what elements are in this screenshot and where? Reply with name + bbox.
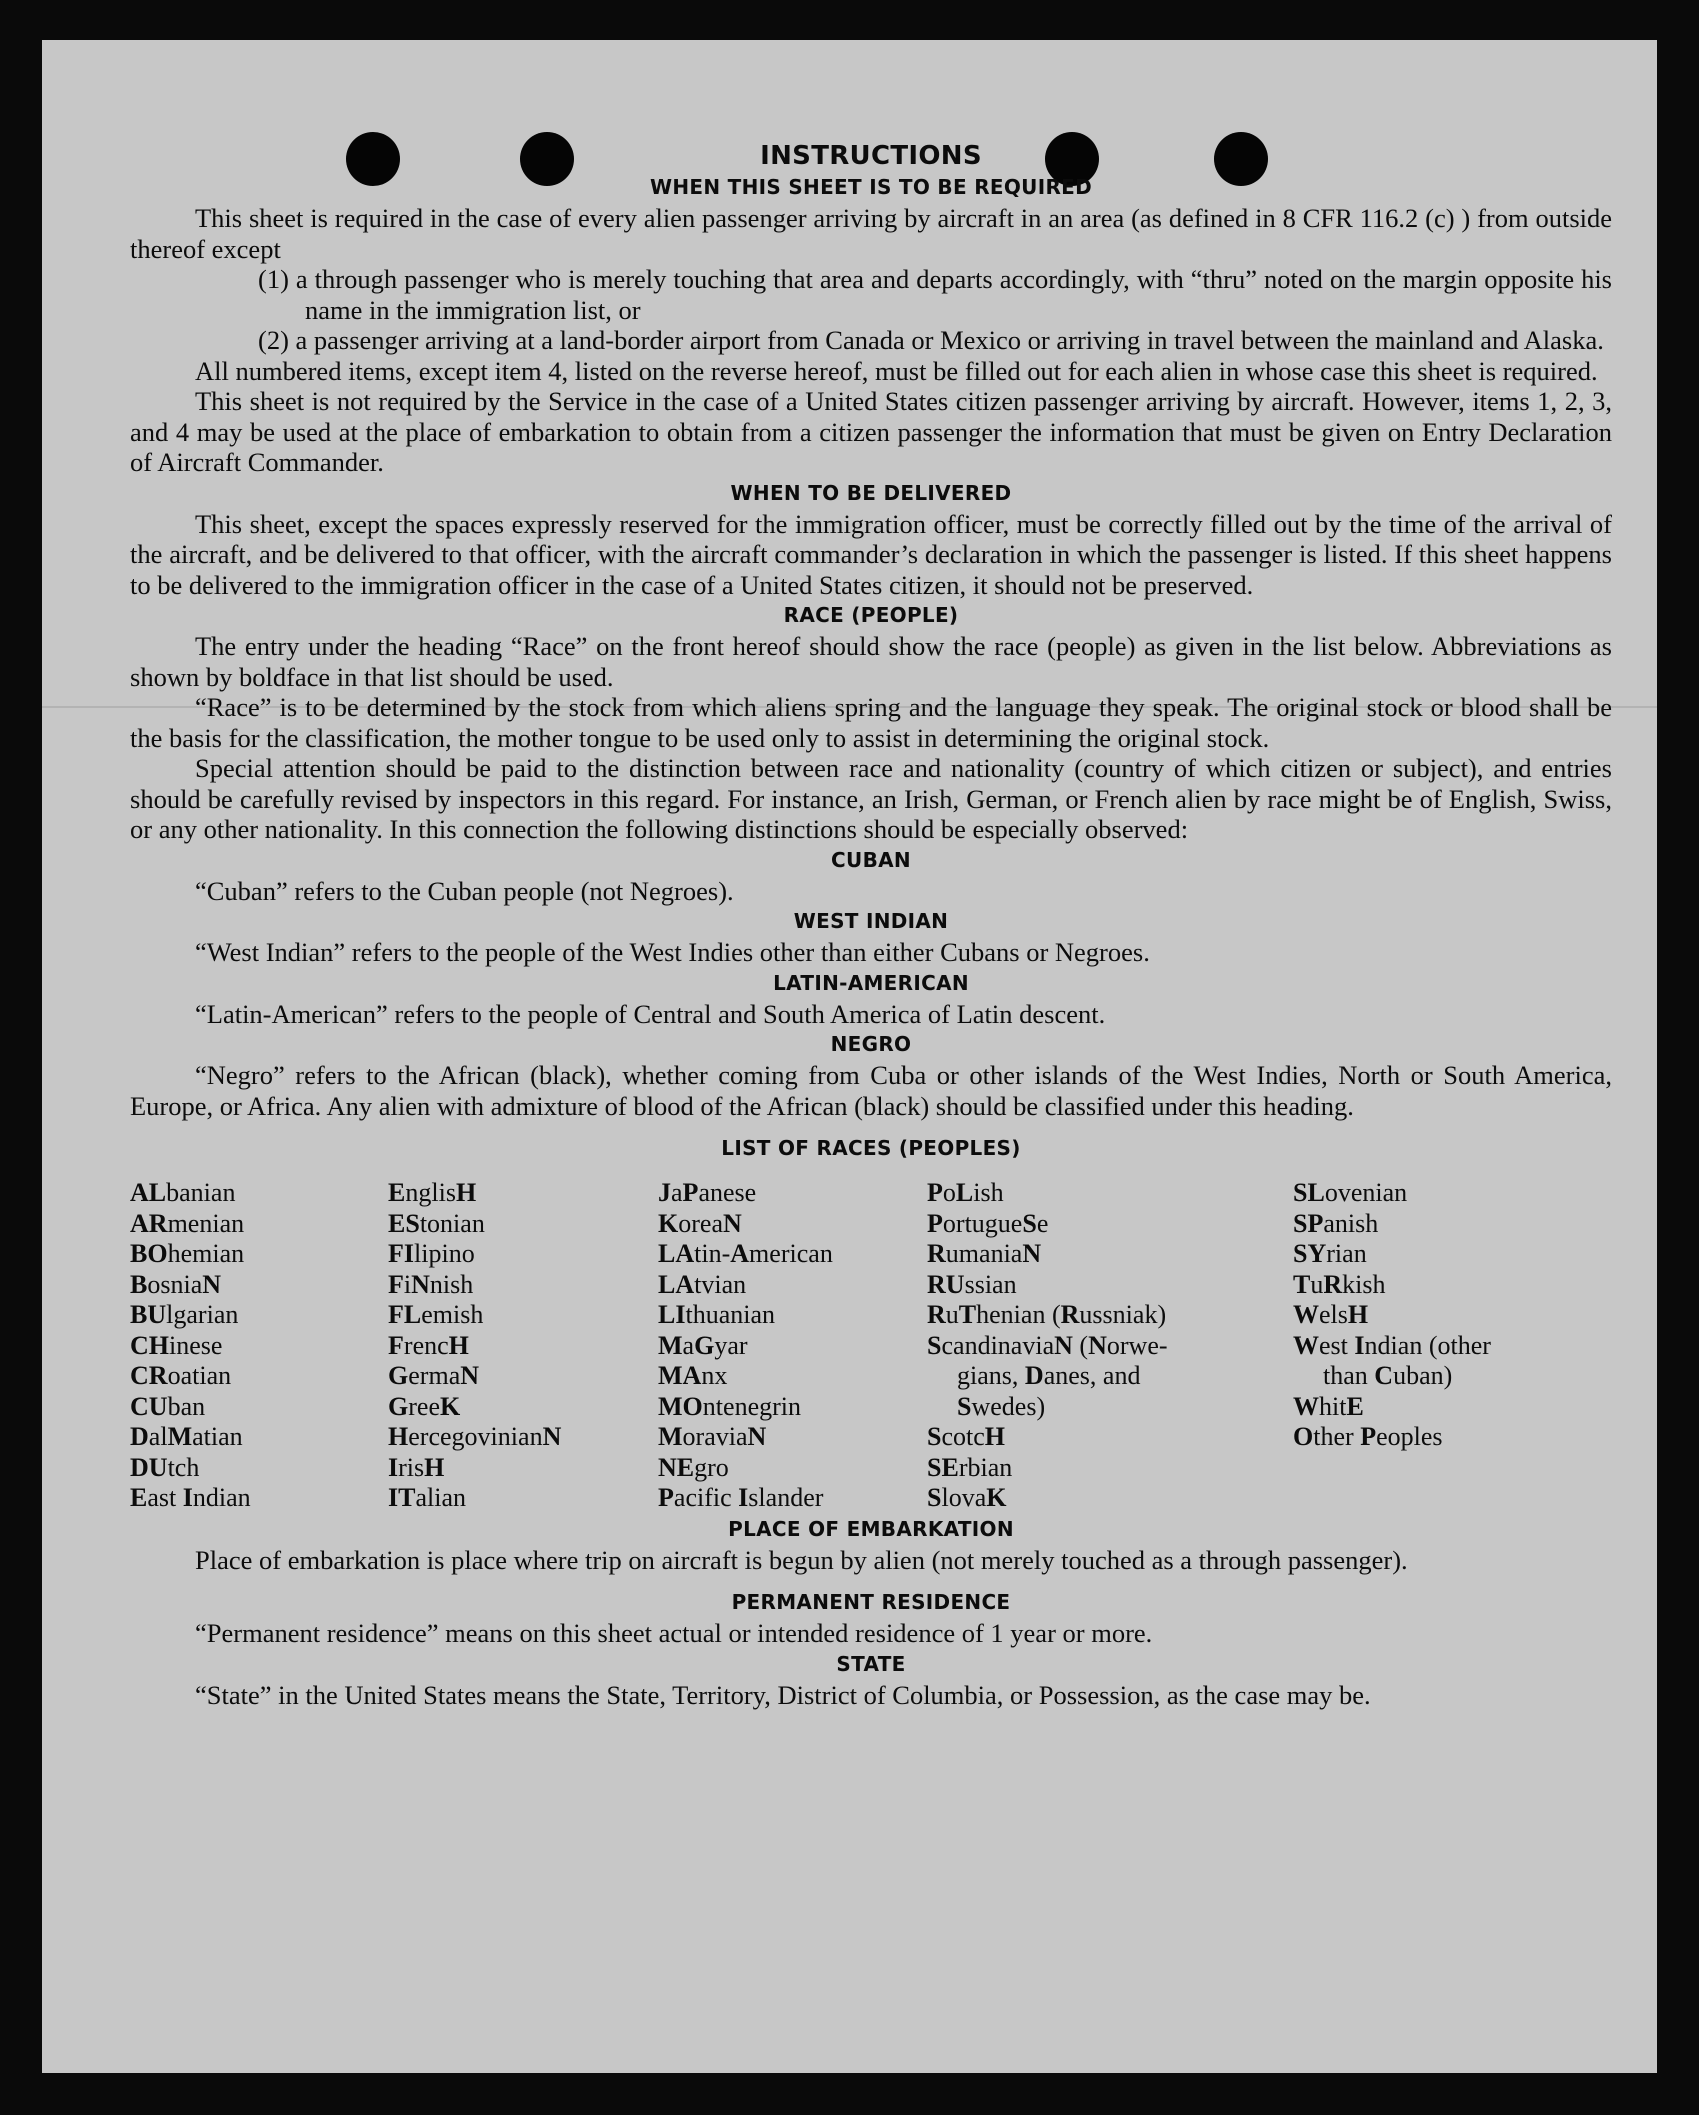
race-item: MAnx: [658, 1361, 728, 1390]
race-item: MOntenegrin: [658, 1391, 802, 1421]
race-item: ALbanian: [130, 1178, 236, 1207]
section-heading-required: WHEN THIS SHEET IS TO BE REQUIRED: [649, 175, 1093, 199]
race-list-heading: LIST OF RACES (PEOPLES): [721, 1136, 1021, 1160]
list-item: (2) a passenger arriving at a land-border airport from Canada or Mexico or arriving in travel between the mainland and Alaska.: [258, 325, 1604, 355]
race-item: FrencH: [388, 1330, 469, 1360]
race-column: [130, 1178, 388, 1514]
race-item: LAtin-American: [658, 1239, 833, 1268]
race-item: CRoatian: [130, 1361, 232, 1390]
race-item: MaGyar: [658, 1330, 748, 1360]
paragraph: All numbered items, except item 4, listed on the reverse hereof, must be filled out for each alien in whose case this sheet is required.: [195, 355, 1598, 386]
race-item: ScotcH: [927, 1422, 1006, 1451]
race-item: IrisH: [388, 1452, 445, 1482]
race-item: Other Peoples: [1293, 1422, 1443, 1451]
section-heading-cuban: CUBAN: [831, 847, 911, 872]
race-item: FiNnish: [388, 1269, 474, 1299]
race-item: RumaniaN: [927, 1239, 1042, 1268]
race-item: CHinese: [130, 1330, 223, 1360]
race-item: WelsH: [1293, 1300, 1369, 1329]
race-item: FIlipino: [388, 1239, 475, 1268]
race-item: RUssian: [927, 1269, 1017, 1299]
race-item: CUban: [130, 1391, 206, 1421]
instructions-body: [130, 140, 1612, 1710]
section-heading-latin-american: LATIN-AMERICAN: [773, 970, 969, 995]
paragraph: “State” in the United States means the State, Territory, District of Columbia, or Possession, as the case may be.: [195, 1679, 1371, 1710]
paragraph: This sheet, except the spaces expressly reserved for the immigration officer, must be correctly filled out by the time of the arrival of the aircraft, and be delivered to that officer, with the aircraft commander’s declaration in which the passenger is listed. If this sheet happens to be delivered to the immigration officer in the case of a United States citizen, it should not be preserved.: [130, 508, 1612, 600]
race-item: SlovaK: [927, 1483, 1007, 1512]
race-item: WhitE: [1293, 1391, 1364, 1421]
page-title: INSTRUCTIONS: [760, 141, 982, 171]
race-item: BosniaN: [130, 1269, 222, 1299]
section-heading-delivered: WHEN TO BE DELIVERED: [730, 480, 1012, 505]
race-item: West Indian (other: [1293, 1330, 1491, 1360]
race-item: ARmenian: [130, 1208, 245, 1238]
race-item-continuation: Swedes): [957, 1391, 1046, 1421]
section-heading-embarkation: PLACE OF EMBARKATION: [728, 1516, 1014, 1541]
section-heading-race: RACE (PEOPLE): [783, 603, 959, 627]
race-item: KoreaN: [658, 1208, 742, 1238]
paragraph: Special attention should be paid to the distinction between race and nationality (country of which citizen or subject), and entries should be carefully revised by inspectors in this regard. For instance, an Irish, German, or French alien by race might be of English, Swiss, or any other nationality. In this connection the following distinctions should be especially observed:: [130, 753, 1612, 844]
race-item: SLovenian: [1293, 1178, 1408, 1207]
race-item: DalMatian: [130, 1422, 243, 1451]
race-item: LIthuanian: [658, 1300, 776, 1329]
paragraph: “Latin-American” refers to the people of Central and South America of Latin descent.: [195, 998, 1106, 1029]
race-item: TuRkish: [1293, 1269, 1386, 1299]
paragraph: The entry under the heading “Race” on the front hereof should show the race (people) as given in the list below. Abbreviations as shown by boldface in that list should be used.: [130, 631, 1612, 692]
race-item: LAtvian: [658, 1269, 747, 1299]
race-item: SErbian: [927, 1452, 1013, 1482]
race-item: PortugueSe: [927, 1208, 1049, 1238]
race-item: ITalian: [388, 1483, 467, 1512]
paragraph: Place of embarkation is place where trip on aircraft is begun by alien (not merely touched as a through passenger).: [195, 1544, 1408, 1575]
race-item: FLemish: [388, 1300, 484, 1329]
section-heading-west-indian: WEST INDIAN: [793, 909, 949, 933]
race-column: [658, 1178, 927, 1514]
race-column: [388, 1178, 658, 1514]
race-item: JaPanese: [658, 1178, 757, 1207]
list-item: (1) a through passenger who is merely touching that area and departs accordingly, with “thru” noted on the margin opposite his name in the immigration list, or: [258, 264, 1612, 325]
paragraph: This sheet is not required by the Service in the case of a United States citizen passenger arriving by aircraft. However, items 1, 2, 3, and 4 may be used at the place of embarkation to obtain from a citizen passenger the information that must be given on Entry Declaration of Aircraft Commander.: [130, 386, 1612, 477]
race-item: BOhemian: [130, 1239, 245, 1268]
paragraph: “Race” is to be determined by the stock from which aliens spring and the language they speak. The original stock or blood shall be the basis for the classification, the mother tongue to be used only to assist in determining the original stock.: [130, 692, 1612, 753]
race-item: NEgro: [658, 1452, 729, 1482]
section-heading-negro: NEGRO: [830, 1032, 912, 1056]
race-item: ScandinaviaN (Norwe-: [927, 1330, 1168, 1360]
race-item: DUtch: [130, 1452, 200, 1482]
race-item: GermaN: [388, 1361, 480, 1390]
section-heading-residence: PERMANENT RESIDENCE: [731, 1590, 1011, 1614]
race-item: EnglisH: [388, 1178, 477, 1207]
race-item: MoraviaN: [658, 1422, 767, 1451]
race-item: SYrian: [1293, 1239, 1367, 1268]
section-heading-state: STATE: [836, 1651, 906, 1676]
race-item: GreeK: [388, 1391, 461, 1421]
race-item: SPanish: [1293, 1208, 1379, 1238]
race-item: Pacific Islander: [658, 1483, 824, 1512]
race-item: PoLish: [927, 1178, 1004, 1207]
race-item-continuation: gians, Danes, and: [957, 1361, 1141, 1390]
race-item: BUlgarian: [130, 1300, 239, 1329]
race-column: [927, 1178, 1293, 1514]
race-column: [1293, 1178, 1593, 1514]
race-list: [130, 1178, 1612, 1514]
race-item: HercegovinianN: [388, 1422, 562, 1451]
race-item-continuation: than Cuban): [1323, 1361, 1453, 1390]
paragraph: This sheet is required in the case of every alien passenger arriving by aircraft in an area (as defined in 8 CFR 116.2 (c) ) from outside thereof except: [130, 203, 1612, 264]
paragraph: “Negro” refers to the African (black), whether coming from Cuba or other islands of the West Indies, North or South America, Europe, or Africa. Any alien with admixture of blood of the African (black) should be classified under this heading.: [130, 1060, 1612, 1121]
paragraph: “West Indian” refers to the people of the West Indies other than either Cubans or Negroes.: [195, 937, 1150, 967]
race-item: East Indian: [130, 1483, 251, 1512]
paragraph: “Permanent residence” means on this sheet actual or intended residence of 1 year or more.: [195, 1618, 1153, 1648]
document-sheet: [42, 40, 1657, 2073]
paragraph: “Cuban” refers to the Cuban people (not Negroes).: [195, 875, 734, 906]
race-item: RuThenian (Russniak): [927, 1300, 1167, 1329]
race-item: EStonian: [388, 1208, 485, 1238]
